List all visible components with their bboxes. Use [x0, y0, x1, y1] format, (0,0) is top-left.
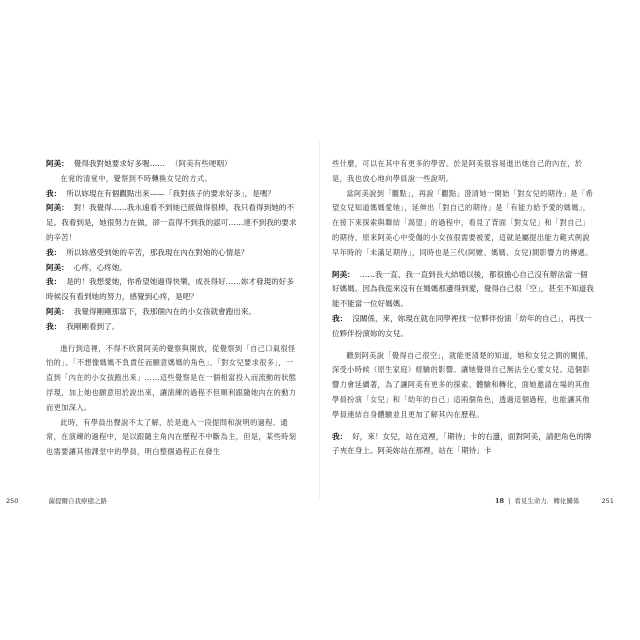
- dialogue-line: [46, 187, 300, 202]
- right-footer-title: 看見生命力．轉化關係: [514, 497, 580, 505]
- dialogue-line: [46, 275, 300, 305]
- speaker-label: 我：: [46, 321, 62, 331]
- right-page-body: [332, 157, 594, 459]
- dialogue-text: 所以妳感受到她的辛苦，那我現在內在對她的心情是？: [66, 247, 249, 257]
- stage-note: （阿美有些哽咽）: [170, 159, 232, 168]
- right-page: [320, 0, 640, 640]
- dialogue-line: [332, 430, 594, 460]
- dialogue-text: 對！我覺得……我永遠看不到她已經做得很棒，我只看得到她的不足。我看到是，她很努力在做，卻一直得不到我的認可……達不到我的要求的辛苦！: [46, 203, 297, 242]
- right-page-number: 251: [601, 497, 614, 505]
- narration-paragraph: 些什麼，可以在其中有更多的學習。於是阿美很容易進出她自己的內在，於是，我也放心地向學員說一些說明。: [332, 159, 583, 183]
- right-footer-chapter: 18: [495, 497, 505, 505]
- paragraph-gap: [332, 342, 594, 349]
- left-page-body: [46, 157, 300, 460]
- narration-paragraph: 當阿美說到「觀點」，再說「觀點」澄清她一開始「對女兒的期待」是「希望女兒知道媽媽愛她」，延伸出「對自己的期待」是「有能力給予愛的媽媽」，在接下來探索與聯結「渴望」的過程中，看見了背面「對女兒」和「對自己」的期待，原來阿美心中受傷的小女孩很需要被愛，這就是屬提出能力範式例說早年時的「未滿足期待」，同時也是三代(阿嬤、媽媽、女兒)間影響力的傳遞。: [332, 188, 594, 257]
- speaker-label: 阿美：: [46, 262, 69, 272]
- left-footer-title: 薩提爾自我療癒之路: [48, 497, 107, 505]
- speaker-label: 我：: [46, 277, 62, 287]
- dialogue-text: 是的！我想愛她，你希望她過得快樂，成長得好……妳才發現的好多時候沒有看到她的努力，感覺到心疼，是吧？: [46, 277, 294, 302]
- narration-paragraph: 聽到阿美說「覺得自己很空」，就能更清楚的知道，她和女兒之間的關係，深受小時候（原生家庭）經驗的影響。讓她覺得自己無法全心愛女兒。這個影響力會延續著，為了讓阿美有更多的探索、體驗和轉化，面她邀請在場的其他學員扮演「女兒」和「幼年的自己」這兩個角色，透過這個過程，也能讓其他學員連結自身體驗並且更加了解其內在歷程。: [332, 350, 594, 419]
- dialogue-line: [46, 246, 300, 261]
- dialogue-text: 所以妳現在有個觀點出來——「我對孩子的要求好多」，是嗎？: [66, 188, 276, 198]
- speaker-label: 我：: [46, 188, 62, 198]
- speaker-label: 阿美：: [46, 159, 69, 168]
- narration-paragraph: 進行到這裡，不得不欣賞阿美的覺察與開放，從覺察到「自己口氣很怪怕的」、「不想像媽媽不負責任而願意媽媽的角色」、「對女兒要求很多」，一直到「內在的小女孩跑出來」……這些覺察是在一個相當投入而流動的狀態浮現，加上她也願意用於說出來，讓演練的過程不但順利跟隨她內在的動力而更加深入。: [46, 343, 297, 412]
- speaker-label: 阿美：: [332, 269, 355, 279]
- narration-paragraph: 在覚的清覚中，覺察到不時轉換女兒的方式。: [60, 173, 213, 183]
- paragraph-gap: [332, 423, 594, 430]
- speaker-label: 我：: [46, 247, 62, 257]
- dialogue-line: [332, 312, 594, 342]
- dialogue-text: ……我一直、我一直到長大結婚以後，都很擔心自己沒有辦法當一個好媽媽。因為我從來沒有在媽媽那邊得到愛，覺得自己很「空」，甚至不知道我能不能當一位好媽媽。: [332, 269, 594, 309]
- dialogue-text: 我覺得剛剛那當下，我那個內在的小女孩就會跑出來。: [73, 306, 257, 316]
- dialogue-text: 好，來！女兒，站在這裡，「期待」卡的右邊，面對阿美，請把角色的牌子夾在身上。阿美妳站在那裡，站在「期待」卡: [332, 431, 592, 456]
- dialogue-line: [46, 201, 300, 245]
- left-footer: [6, 496, 107, 505]
- dialogue-text: 心疼，心疼她。: [73, 262, 127, 272]
- dialogue-line: [46, 305, 300, 320]
- dialogue-line: [46, 157, 300, 172]
- dialogue-text: 覺得我對她要求好多喔……: [73, 159, 165, 168]
- speaker-label: 阿美：: [46, 306, 69, 316]
- paragraph-gap: [332, 261, 594, 268]
- dialogue-text: 我剛剛看到了。: [66, 321, 120, 331]
- dialogue-text: 沒關係，來，妳現在就在同學裡找一位夥伴扮演「幼年的自己」，再找一位夥伴扮演妳的女兒。: [332, 313, 592, 338]
- right-footer: 18 | 看見生命力．轉化關係 251: [495, 497, 614, 505]
- left-page-number: 250: [6, 497, 19, 505]
- speaker-label: 阿美：: [46, 203, 69, 213]
- dialogue-line: [46, 320, 300, 335]
- dialogue-line: [46, 261, 300, 276]
- narration-paragraph: 此時，有學員出聲說不太了解，於是進入一段提問和說明的過程。通常，在演練的過程中，是以跟隨主角內在歷程不中斷為主，但是，某些時刻也需要讓其他課堂中的學員，明白整個過程正在發生: [46, 417, 297, 457]
- dialogue-line: [332, 268, 594, 312]
- speaker-label: 我：: [332, 431, 348, 441]
- speaker-label: 我：: [332, 313, 348, 323]
- paragraph-gap: [46, 335, 300, 342]
